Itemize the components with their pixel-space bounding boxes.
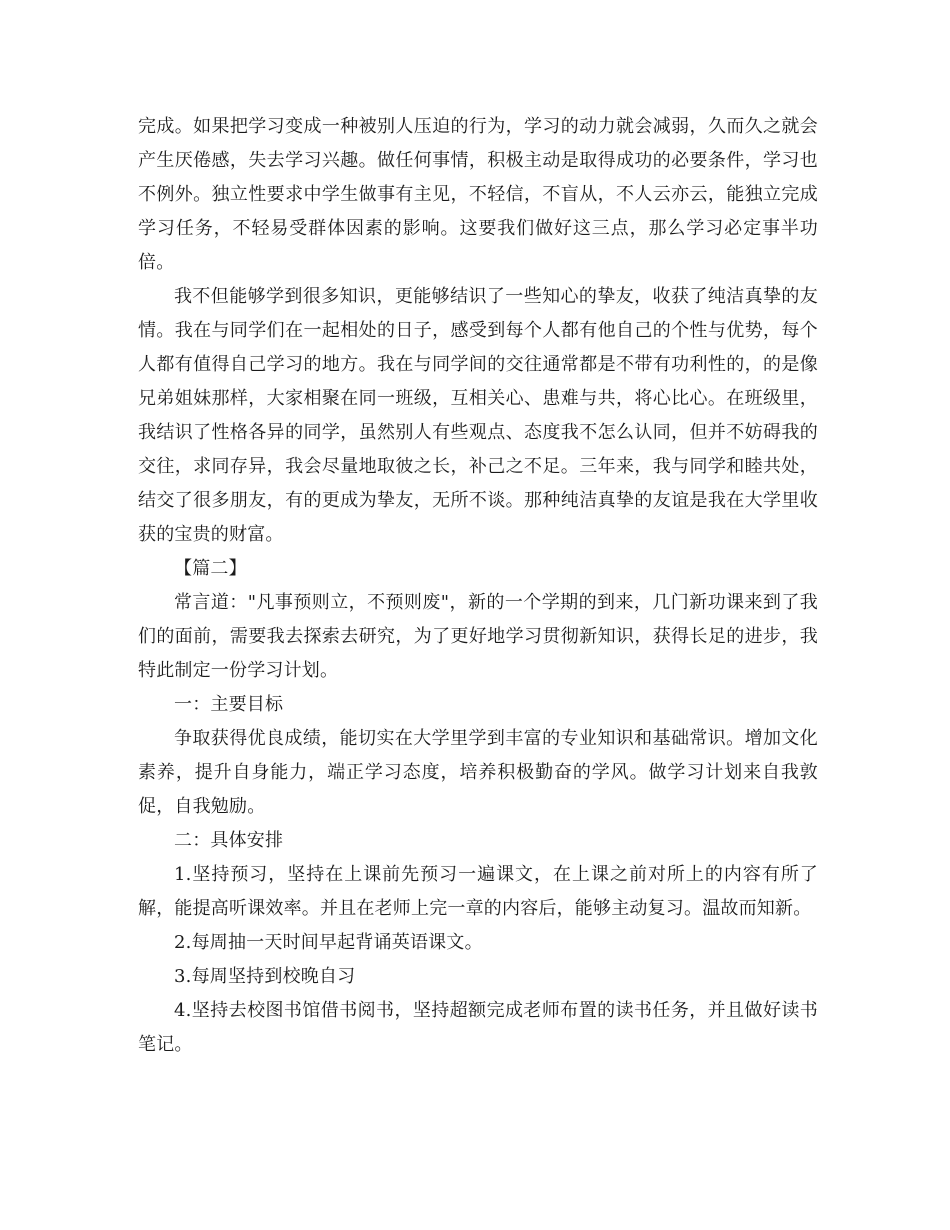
paragraph-friendship: 我不但能够学到很多知识，更能够结识了一些知心的挚友，收获了纯洁真挚的友情。我在与同学们在一起相处的日子，感受到每个人都有他自己的个性与优势，每个人都有值得自己学习的地方。我在与同学间的交往通常都是不带有功利性的，的是像兄弟姐妹那样，大家相聚在同一班级，互相关心、患难与共，将心比心。在班级里，我结识了性格各异的同学，虽然别人有些观点、态度我不怎么认同，但并不妨碍我的交往，求同存异，我会尽量地取彼之长，补己之不足。三年来，我与同学和睦共处，结交了很多朋友，有的更成为挚友，无所不谈。那种纯洁真挚的友谊是我在大学里收获的宝贵的财富。	[138, 286, 818, 545]
subheading-main-goals: 一：主要目标	[174, 694, 284, 715]
paragraph-main-goals: 争取获得优良成绩，能切实在大学里学到丰富的专业知识和基础常识。增加文化素养，提升自身能力，端正学习态度，培养积极勤奋的学风。做学习计划来自我敦促，自我勉励。	[138, 728, 818, 817]
list-item-library-reading: 4.坚持去校图书馆借书阅书，坚持超额完成老师布置的读书任务，并且做好读书笔记。	[138, 1000, 818, 1055]
section-heading-part-two: 【篇二】	[174, 558, 247, 579]
paragraph-study-initiative: 完成。如果把学习变成一种被别人压迫的行为，学习的动力就会减弱，久而久之就会产生厌倦感，失去学习兴趣。做任何事情，积极主动是取得成功的必要条件，学习也不例外。独立性要求中学生做事有主见，不轻信，不盲从，不人云亦云，能独立完成学习任务，不轻易受群体因素的影响。这要我们做好这三点，那么学习必定事半功倍。	[138, 116, 818, 273]
subheading-specific-arrangements: 二：具体安排	[174, 830, 284, 851]
paragraph-introduction: 常言道："凡事预则立，不预则废"，新的一个学期的到来，几门新功课来到了我们的面前，需要我去探索去研究，为了更好地学习贯彻新知识，获得长足的进步，我特此制定一份学习计划。	[138, 592, 818, 681]
list-item-preview: 1.坚持预习，坚持在上课前先预习一遍课文，在上课之前对所上的内容有所了解，能提高听课效率。并且在老师上完一章的内容后，能够主动复习。温故而知新。	[138, 864, 818, 919]
document-body	[138, 110, 818, 1062]
list-item-evening-study: 3.每周坚持到校晚自习	[174, 966, 356, 987]
list-item-english-recitation: 2.每周抽一天时间早起背诵英语课文。	[174, 932, 483, 953]
